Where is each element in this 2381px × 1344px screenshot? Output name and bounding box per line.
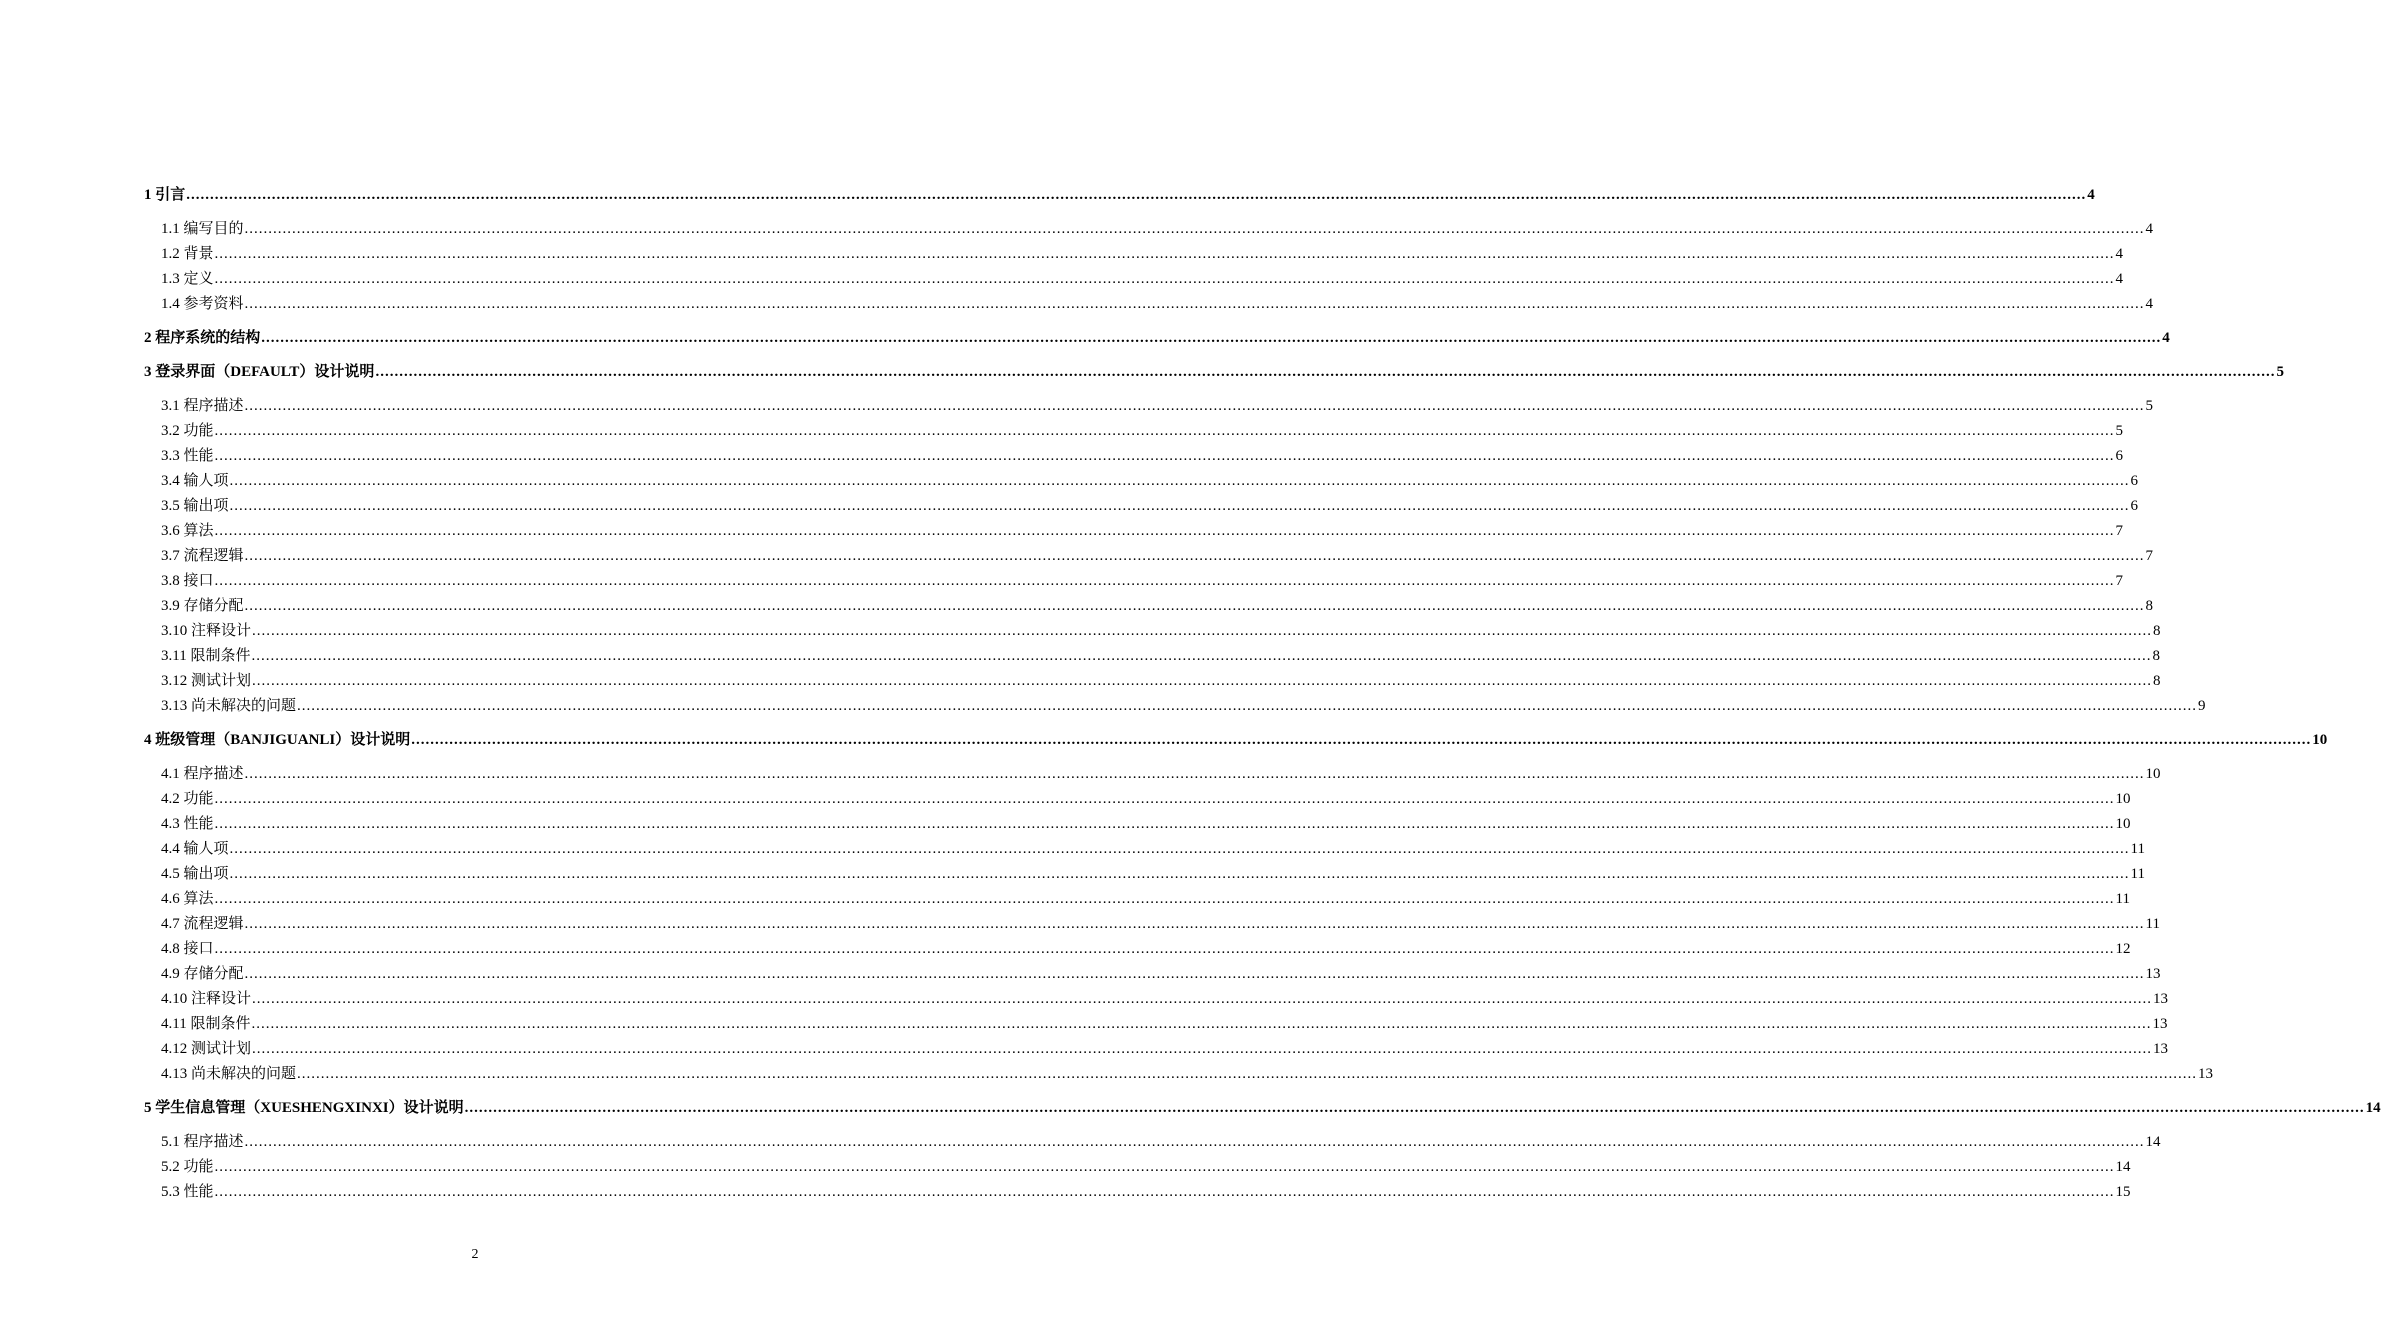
toc-dot-leader: ................................................................................................................................................................................................................................................................................................................................................................................................................ (252, 673, 2153, 689)
toc-entry-page: 11 (2115, 891, 2130, 907)
toc-entry-page: 4 (2145, 296, 2154, 312)
toc-dot-leader: ................................................................................................................................................................................................................................................................................................................................................................................................................ (251, 648, 2152, 664)
toc-entry-title: 4.7 流程逻辑 (161, 916, 244, 932)
toc-entry-title: 4.11 限制条件 (161, 1016, 251, 1032)
toc-entry-page: 4 (2145, 221, 2154, 237)
toc-dot-leader: ................................................................................................................................................................................................................................................................................................................................................................................................................ (244, 296, 2145, 312)
toc-entry-title: 4.2 功能 (161, 791, 214, 807)
toc-entry[interactable] (144, 912, 2160, 937)
toc-entry-page: 5 (2276, 364, 2284, 380)
toc-entry-title: 3 登录界面（DEFAULT）设计说明 (144, 364, 375, 380)
toc-dot-leader: ................................................................................................................................................................................................................................................................................................................................................................................................................ (297, 698, 2198, 714)
toc-entry[interactable] (144, 519, 2124, 544)
toc-entry-title: 1.4 参考资料 (161, 296, 244, 312)
toc-dot-leader: ................................................................................................................................................................................................................................................................................................................................................................................................................ (244, 598, 2145, 614)
toc-entry-page: 7 (2115, 523, 2124, 539)
toc-dot-leader: ................................................................................................................................................................................................................................................................................................................................................................................................................ (214, 891, 2115, 907)
table-of-contents (144, 183, 2381, 1205)
toc-entry-title: 3.10 注释设计 (161, 623, 252, 639)
toc-entry[interactable] (144, 419, 2124, 444)
toc-entry-page: 13 (2153, 1041, 2169, 1057)
toc-dot-leader: ................................................................................................................................................................................................................................................................................................................................................................................................................ (214, 1159, 2115, 1175)
toc-entry-page: 4 (2115, 271, 2124, 287)
toc-entry[interactable] (144, 862, 2145, 887)
toc-entry-page: 10 (2115, 816, 2131, 832)
toc-entry[interactable] (144, 962, 2161, 987)
toc-entry-title: 3.6 算法 (161, 523, 214, 539)
toc-entry[interactable] (144, 569, 2124, 594)
toc-entry[interactable] (144, 326, 2170, 351)
toc-entry[interactable] (144, 1130, 2161, 1155)
toc-dot-leader: ................................................................................................................................................................................................................................................................................................................................................................................................................ (261, 330, 2162, 346)
toc-entry-page: 12 (2115, 941, 2131, 957)
toc-dot-leader: ................................................................................................................................................................................................................................................................................................................................................................................................................ (229, 473, 2130, 489)
toc-entry[interactable] (144, 594, 2154, 619)
toc-entry[interactable] (144, 1096, 2381, 1121)
toc-entry[interactable] (144, 787, 2131, 812)
toc-entry-page: 13 (2152, 1016, 2168, 1032)
toc-dot-leader: ................................................................................................................................................................................................................................................................................................................................................................................................................ (214, 423, 2115, 439)
toc-dot-leader: ................................................................................................................................................................................................................................................................................................................................................................................................................ (214, 791, 2115, 807)
toc-entry[interactable] (144, 669, 2161, 694)
toc-entry-page: 8 (2153, 623, 2161, 639)
toc-dot-leader: ................................................................................................................................................................................................................................................................................................................................................................................................................ (252, 991, 2153, 1007)
toc-dot-leader: ................................................................................................................................................................................................................................................................................................................................................................................................................ (244, 916, 2145, 932)
toc-entry[interactable] (144, 394, 2154, 419)
toc-entry[interactable] (144, 694, 2206, 719)
toc-entry-page: 11 (2145, 916, 2160, 932)
toc-entry-page: 6 (2130, 473, 2139, 489)
toc-dot-leader: ................................................................................................................................................................................................................................................................................................................................................................................................................ (252, 1041, 2153, 1057)
toc-entry[interactable] (144, 292, 2154, 317)
toc-entry-page: 14 (2115, 1159, 2131, 1175)
toc-entry-title: 3.3 性能 (161, 448, 214, 464)
toc-entry-title: 3.5 输出项 (161, 498, 229, 514)
toc-entry-page: 4 (2162, 330, 2170, 346)
toc-dot-leader: ................................................................................................................................................................................................................................................................................................................................................................................................................ (251, 1016, 2152, 1032)
toc-entry-title: 1.1 编写目的 (161, 221, 244, 237)
toc-entry-title: 4.6 算法 (161, 891, 214, 907)
toc-entry-page: 14 (2365, 1100, 2381, 1116)
toc-entry[interactable] (144, 444, 2124, 469)
toc-entry[interactable] (144, 837, 2145, 862)
toc-entry[interactable] (144, 1037, 2169, 1062)
toc-entry[interactable] (144, 360, 2284, 385)
toc-entry-title: 1.2 背景 (161, 246, 214, 262)
toc-entry-page: 13 (2153, 991, 2169, 1007)
toc-entry-title: 4 班级管理（BANJIGUANLI）设计说明 (144, 732, 411, 748)
toc-dot-leader: ................................................................................................................................................................................................................................................................................................................................................................................................................ (252, 623, 2153, 639)
toc-entry[interactable] (144, 937, 2131, 962)
toc-entry-title: 1 引言 (144, 187, 186, 203)
toc-entry-title: 5.1 程序描述 (161, 1134, 244, 1150)
toc-entry[interactable] (144, 887, 2130, 912)
toc-entry-page: 11 (2130, 841, 2145, 857)
toc-entry[interactable] (144, 544, 2154, 569)
toc-entry[interactable] (144, 1062, 2214, 1087)
toc-dot-leader: ................................................................................................................................................................................................................................................................................................................................................................................................................ (464, 1100, 2365, 1116)
toc-entry-title: 5 学生信息管理（XUESHENGXINXI）设计说明 (144, 1100, 464, 1116)
toc-entry-page: 5 (2115, 423, 2124, 439)
toc-entry-title: 3.8 接口 (161, 573, 214, 589)
toc-dot-leader: ................................................................................................................................................................................................................................................................................................................................................................................................................ (244, 548, 2145, 564)
toc-dot-leader: ................................................................................................................................................................................................................................................................................................................................................................................................................ (214, 246, 2115, 262)
toc-entry-title: 5.3 性能 (161, 1184, 214, 1200)
toc-dot-leader: ................................................................................................................................................................................................................................................................................................................................................................................................................ (244, 1134, 2145, 1150)
toc-entry[interactable] (144, 494, 2139, 519)
toc-entry-page: 6 (2130, 498, 2139, 514)
toc-entry-page: 15 (2115, 1184, 2131, 1200)
toc-entry-title: 4.10 注释设计 (161, 991, 252, 1007)
toc-dot-leader: ................................................................................................................................................................................................................................................................................................................................................................................................................ (244, 766, 2145, 782)
toc-entry-page: 7 (2115, 573, 2124, 589)
toc-entry-title: 4.12 测试计划 (161, 1041, 252, 1057)
toc-entry[interactable] (144, 217, 2154, 242)
toc-entry-title: 3.2 功能 (161, 423, 214, 439)
toc-entry[interactable] (144, 812, 2131, 837)
toc-dot-leader: ................................................................................................................................................................................................................................................................................................................................................................................................................ (214, 448, 2115, 464)
toc-dot-leader: ................................................................................................................................................................................................................................................................................................................................................................................................................ (229, 866, 2130, 882)
toc-dot-leader: ................................................................................................................................................................................................................................................................................................................................................................................................................ (214, 1184, 2115, 1200)
toc-entry-page: 8 (2153, 673, 2161, 689)
toc-entry-page: 4 (2115, 246, 2124, 262)
toc-entry-title: 4.5 输出项 (161, 866, 229, 882)
toc-entry-page: 6 (2115, 448, 2124, 464)
toc-entry-title: 4.1 程序描述 (161, 766, 244, 782)
toc-entry-page: 5 (2145, 398, 2154, 414)
toc-entry-page: 7 (2145, 548, 2154, 564)
toc-entry-page: 10 (2115, 791, 2131, 807)
toc-dot-leader: ................................................................................................................................................................................................................................................................................................................................................................................................................ (229, 498, 2130, 514)
toc-entry-title: 2 程序系统的结构 (144, 330, 261, 346)
toc-dot-leader: ................................................................................................................................................................................................................................................................................................................................................................................................................ (411, 732, 2312, 748)
toc-entry[interactable] (144, 267, 2124, 292)
toc-entry-title: 3.4 输人项 (161, 473, 229, 489)
toc-dot-leader: ................................................................................................................................................................................................................................................................................................................................................................................................................ (214, 573, 2115, 589)
toc-entry-page: 13 (2145, 966, 2161, 982)
toc-entry-page: 9 (2198, 698, 2206, 714)
toc-entry[interactable] (144, 469, 2139, 494)
toc-entry-title: 4.4 输人项 (161, 841, 229, 857)
toc-entry[interactable] (144, 728, 2328, 753)
toc-entry[interactable] (144, 762, 2161, 787)
toc-entry-title: 4.9 存储分配 (161, 966, 244, 982)
toc-entry-page: 10 (2145, 766, 2161, 782)
toc-entry-title: 1.3 定义 (161, 271, 214, 287)
toc-entry-page: 14 (2145, 1134, 2161, 1150)
page-number: 2 (471, 1247, 479, 1262)
toc-entry[interactable] (144, 1180, 2131, 1205)
toc-dot-leader: ................................................................................................................................................................................................................................................................................................................................................................................................................ (214, 816, 2115, 832)
toc-entry[interactable] (144, 987, 2169, 1012)
toc-dot-leader: ................................................................................................................................................................................................................................................................................................................................................................................................................ (214, 271, 2115, 287)
toc-entry-page: 4 (2087, 187, 2095, 203)
toc-entry-title: 4.3 性能 (161, 816, 214, 832)
toc-entry-title: 3.7 流程逻辑 (161, 548, 244, 564)
toc-entry-title: 3.12 测试计划 (161, 673, 252, 689)
toc-dot-leader: ................................................................................................................................................................................................................................................................................................................................................................................................................ (214, 523, 2115, 539)
toc-entry-title: 5.2 功能 (161, 1159, 214, 1175)
toc-entry[interactable] (144, 644, 2160, 669)
toc-entry-page: 8 (2145, 598, 2154, 614)
toc-entry[interactable] (144, 1155, 2131, 1180)
toc-dot-leader: ................................................................................................................................................................................................................................................................................................................................................................................................................ (214, 941, 2115, 957)
toc-entry-page: 10 (2312, 732, 2328, 748)
toc-entry-page: 8 (2152, 648, 2160, 664)
toc-dot-leader: ................................................................................................................................................................................................................................................................................................................................................................................................................ (297, 1066, 2198, 1082)
toc-dot-leader: ................................................................................................................................................................................................................................................................................................................................................................................................................ (375, 364, 2276, 380)
toc-dot-leader: ................................................................................................................................................................................................................................................................................................................................................................................................................ (229, 841, 2130, 857)
toc-entry[interactable] (144, 183, 2095, 208)
toc-dot-leader: ................................................................................................................................................................................................................................................................................................................................................................................................................ (244, 221, 2145, 237)
toc-entry-title: 3.1 程序描述 (161, 398, 244, 414)
toc-entry[interactable] (144, 619, 2161, 644)
toc-dot-leader: ................................................................................................................................................................................................................................................................................................................................................................................................................ (244, 966, 2145, 982)
toc-entry[interactable] (144, 242, 2124, 267)
toc-dot-leader: ................................................................................................................................................................................................................................................................................................................................................................................................................ (186, 187, 2087, 203)
toc-entry-title: 3.9 存储分配 (161, 598, 244, 614)
toc-dot-leader: ................................................................................................................................................................................................................................................................................................................................................................................................................ (244, 398, 2145, 414)
toc-entry-title: 4.8 接口 (161, 941, 214, 957)
toc-entry-page: 11 (2130, 866, 2145, 882)
toc-entry-title: 3.13 尚未解决的问题 (161, 698, 297, 714)
toc-entry-page: 13 (2198, 1066, 2214, 1082)
toc-entry-title: 3.11 限制条件 (161, 648, 251, 664)
toc-entry[interactable] (144, 1012, 2168, 1037)
toc-entry-title: 4.13 尚未解决的问题 (161, 1066, 297, 1082)
